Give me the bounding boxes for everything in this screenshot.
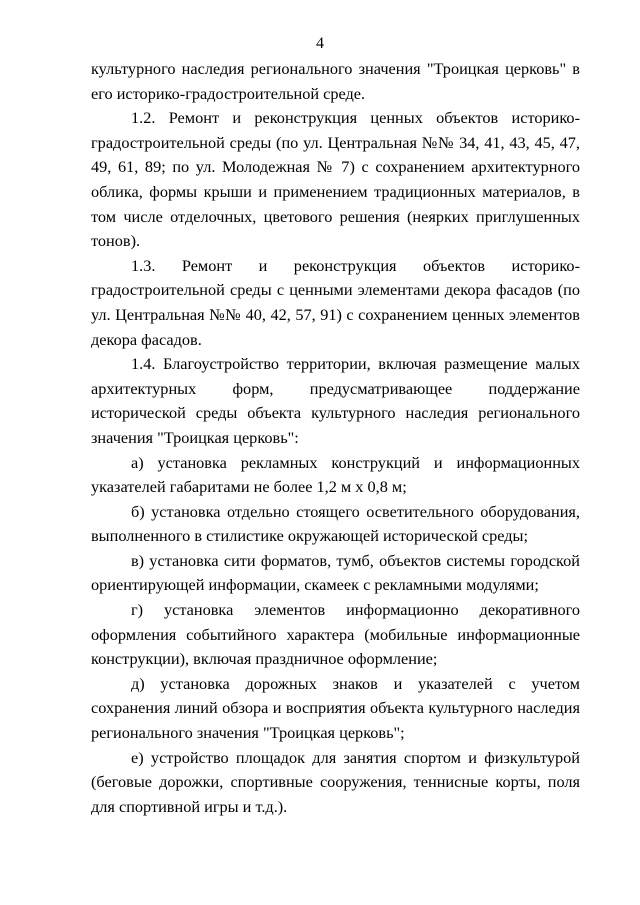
paragraph-continuation: культурного наследия регионального значения "Троицкая церковь" в его историко-градостроительной среде. — [91, 59, 580, 103]
paragraph-item-1-2: 1.2. Ремонт и реконструкция ценных объектов историко-градостроительной среды (по ул. Центральная №№ 34, 41, 43, 45, 47, 49, 61, 89; по ул. Молодежная № 7) с сохранением архитектурного облика, формы крыши и применением традиционных материалов, в том числе отделочных, цветового решения (неярких приглушенных тонов). — [91, 108, 580, 251]
subitem-e: е) устройство площадок для занятия спортом и физкультурой (беговые дорожки, спортивные сооружения, теннисные корты, поля для спортивной игры и т.д.). — [91, 747, 580, 816]
subitem-a: а) установка рекламных конструкций и информационных указателей габаритами не более 1,2 м х 0,8 м; — [91, 452, 580, 497]
paragraph-item-1-3: 1.3. Ремонт и реконструкция объектов историко-градостроительной среды с ценными элементами декора фасадов (по ул. Центральная №№ 40, 42, 57, 91) с сохранением ценных элементов декора фасадов. — [91, 255, 580, 349]
subitem-b: б) установка отдельно стоящего осветительного оборудования, выполненного в стилистике окружающей исторической среды; — [91, 501, 580, 546]
subitem-v: в) установка сити форматов, тумб, объектов системы городской ориентирующей информации, скамеек с рекламными модулями; — [91, 550, 580, 595]
subitem-g: г) установка элементов информационно декоративного оформления событийного характера (мобильные информационные конструкции), включая праздничное оформление; — [91, 600, 580, 669]
page-number: 4 — [316, 35, 324, 52]
paragraph-item-1-4: 1.4. Благоустройство территории, включая размещение малых архитектурных форм, предусматривающее поддержание исторической среды объекта культурного наследия регионального значения "Троицкая церковь": — [91, 354, 580, 447]
document-body — [91, 57, 580, 819]
subitem-d: д) установка дорожных знаков и указателей с учетом сохранения линий обзора и восприятия объекта культурного наследия регионального значения "Троицкая церковь"; — [91, 673, 580, 743]
